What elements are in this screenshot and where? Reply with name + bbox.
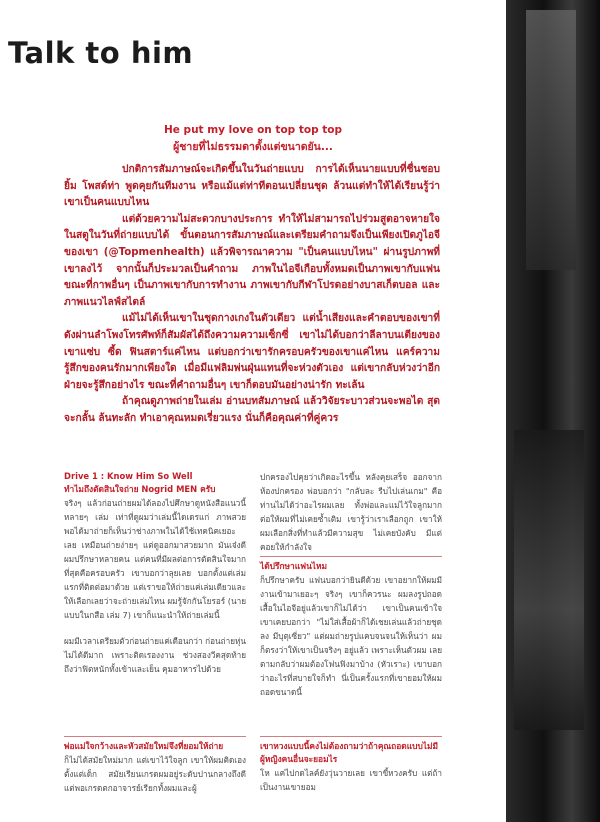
question-heading: พ่อแม่ใจกว้างและหัวสมัยใหม่จึงที่ยอมให้ถ่าย	[64, 741, 224, 751]
intro-paragraph: ปกติการสัมภาษณ์จะเกิดขึ้นในวันถ่ายแบบ การได้เห็นนายแบบที่ชื่นชอบยิ้ม โพสต์ท่า พูดคุยกันทีมงาน หรือแม้แต่ท่าทีตอนเปลี่ยนชุด ล้วนแต่ทำให้ได้เรียนรู้ว่าเขาเป็นคนแบบไหน	[64, 164, 440, 209]
intro-paragraph: แม้ไม่ได้เห็นเขาในชุดกางเกงในตัวเดียว แต่น้ำเสียงและคำตอบของเขาที่ดังผ่านลำโพงโทรศัพท์ก็สัมผัสได้ถึงความความเซ็กซี่ เขาไม่ได้บอกว่าลีลาบนเตียงของเขาแซ่บ ซี้ด ฟินสตาร์แค่ไหน แต่บอกว่าเขารักครอบครัวของเขาแค่ไหน แคร์ความรู้สึกของคนรักมากเพียงใด เมื่อมีแฟลิมพ่นฝุ่นแทนที่จะห่วงตัวเอง แต่เขากลับห่วงว่าอีกฝ่ายจะรู้สึกอย่างไร ขณะที่คำถามอื่นๆ เขาก็ตอบมันอย่างน่ารัก ทะเล้น	[64, 313, 440, 391]
answer-paragraph: จริงๆ แล้วก่อนถ่ายผมได้ลองไปศึกษาดูหนังสือแนวนี้หลายๆ เล่ม เท่าที่ดูผมว่าเล่มนี้ไดเดรแก่ ภาพสวย พอได้มาถ่ายก็เห็นว่าช่างภาพในได้ใช้เทคนิคเยอะเลย เหมือนถ่ายง่ายๆ แต่ดูออกมาสวยมาก มันเจ๋งดี ผมปรึกษาหลายคน แต่คนที่มีผลต่อการตัดสินใจมากที่สุดคือครอบครัว เขาบอกว่าลุยเลย บอกตั้งแต่เล่มแรกที่ติดต่อมาด้วย แต่เราขอให้ถ่ายแค่เล่มเดียวและให้เลือกเลยว่าจะถ่ายเล่มไหน ผมรู้จักกันโยรอร์ (นายแบบในกสือ เล่ม 7) เขาก็แนะนำให้ถ่ายเล่มนี้	[64, 498, 246, 620]
question-heading: ได้ปรึกษาแฟนไหม	[260, 561, 328, 571]
body-column-left	[64, 470, 246, 676]
answer-paragraph: โห แค่ไปกดไลค์ยังวุ่นวายเลย เขาขี้หวงครับ แต่ถ้าเป็นงานเขายอม	[260, 768, 442, 792]
cover-photo-strip	[506, 0, 600, 822]
section-title: Drive 1 : Know Him So Well	[64, 471, 193, 481]
answer-paragraph: ผมมีเวลาเตรียมตัวก่อนถ่ายแค่เดือนกว่า ก่อนถ่ายหุ่นไม่ได้ดีมาก เพราะติดเรองงาน ช่วงสองวีคสุดท้ายถึงว่าฟิตหนักทั้งเข้าและเย็น คุมอาหารไปด้วย	[64, 636, 247, 674]
body-column-right-mid	[260, 560, 442, 699]
intro-text	[64, 162, 440, 428]
page-title: Talk to him	[8, 36, 194, 70]
intro-paragraph: แต่ด้วยความไม่สะดวกบางประการ ทำให้ไม่สามารถไปร่วมสูตอาจหายใจในสตูในวันที่ถ่ายแบบได้ ขั้นตอนการสัมภาษณ์และเตรียมคำถามจึงเป็นเพียงเปิดภูไอจีของเขา (@Topmenhealth) แล้วพิจารณาความ "เป็นคนแบบไหน" ผ่านรูปภาพที่เขาลงไว้ จากนั้นก็ประมวลเป็นคำถาม ภาพในไอจีเกือบทั้งหมดเป็นภาพเขากับแฟน ขณะที่กาพอื่นๆ เป็นภาพเขากับการทำงาน ภาพเขากับกีฬาโปรดอย่างบาสเก็ตบอล และภาพแนวไลฟ์สไตล์	[64, 213, 440, 308]
section-divider	[64, 736, 246, 737]
subtitle-thai: ผู้ชายที่ไม่ธรรมดาตั้งแต่ขนาดยัน...	[173, 141, 333, 153]
question-heading: เขาหวงแบบนี้คงไม่ต้องถามว่าถ้าคุณถอดแบบไม่มีผู้หญิงคนอื่นจะยอมไร	[260, 741, 439, 764]
body-column-left-lower	[64, 740, 246, 795]
body-column-right	[260, 470, 442, 554]
question-heading: ทำไมถึงตัดสินใจถ่าย Nogrid MEN ครับ	[64, 484, 216, 494]
section-divider	[260, 736, 442, 737]
section-divider	[260, 556, 442, 557]
body-column-right-lower	[260, 740, 442, 794]
answer-paragraph: ก็ไม่ได้สมัยใหม่มาก แต่เขาไว้ใจลูก เขาให้ผมคิดเองตั้งแต่เด็ก สมัยเรียนเกรดผมอยู่ระดับปานกลางถึงดี แต่พอเกรดตกอาจารย์เรียกทั้งผมและผู้	[64, 755, 246, 793]
intro-paragraph: ถ้าคุณดูภาพถ่ายในเล่ม อ่านบทสัมภาษณ์ แล้ววิจัยระบาวส่วนจะพอได สุดจะกลั้น ล้นทะลัก ทำเอาคุณหมดเรี่ยวแรง นั่นก็คือคุณค่าที่คู่ควร	[64, 396, 440, 424]
answer-paragraph: ปกครองไปคุยว่าเกิดอะไรขึ้น หลังคุยเสร็จ ออกจากห้องปกครอง พ่อบอกว่า "กลับละ รีบไปเล่นเกม" คือท่านไม่ได้ว่าอะไรผมเลย ทั้งพ่อและแม่ไว้ใจลูกมาก ต่อให้ผมที่ไม่เคยซ้ำเติม เขารู้ว่าเราเลือกถูก เขาให้ผมเลือกสิ่งที่ทำแล้วมีความสุข ไม่เคยบังคับ มีแต่คอยให้กำลังใจ	[260, 472, 442, 552]
answer-paragraph: ก็ปรึกษาครับ แฟนบอกว่ายินดีด้วย เขาอยากให้ผมมีงานเข้ามาเยอะๆ จริงๆ เขาก็ควรนะ ผมลงรูปถอดเสื้อในไอจีอยู่แล้วเขาก็ไม่ได้ว่า เขาเป็นคนเข้าใจ เขาเคยบอกว่า "ไม่ใส่เสื้อผ้าก็ได้เชยเล่นแล้วถ่ายชุดลง มีบุตุเซี่ยว" แต่ผมถ่ายรูปแคบจนจนให้เห็นว่า ผมก็ตรงว่าให้เขาเป็นจริงๆ อยู่แล้ว เพราะเห็นตัวผม เลยตามกลับว่าผมต้องโฟนฟิงมาบ้าง (หัวเราะ) เขาบอกว่าอะไรที่สบายใจก็ทำ นี่เป็นครั้งแรกที่เขายอมให้ผมถอดขนาดนี้	[260, 575, 442, 697]
subtitle-english: He put my love on top top top	[163, 124, 342, 136]
